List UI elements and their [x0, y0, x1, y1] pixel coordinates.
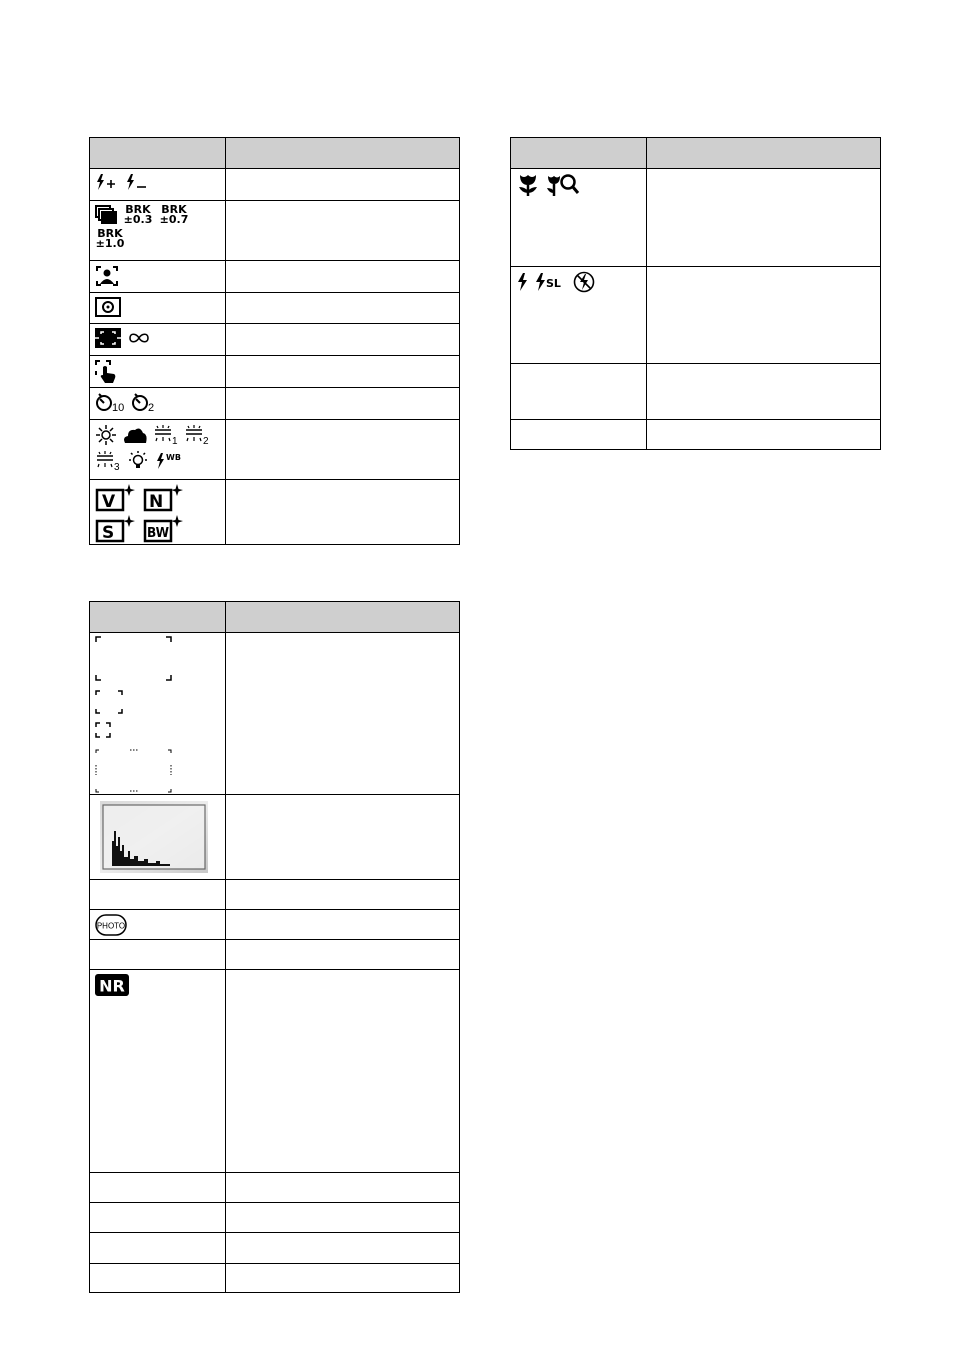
color-bw-icon: [143, 515, 183, 543]
wb-daylight-icon: [95, 424, 117, 446]
table-header-row: [511, 138, 881, 169]
table-header-row: [90, 138, 460, 169]
indicator-cell: [511, 364, 647, 420]
svg-text:SL: SL: [546, 277, 561, 290]
svg-text:2: 2: [148, 402, 155, 412]
table-header-row: [90, 602, 460, 633]
bracket-07-label: BRK ±0.7: [159, 203, 189, 226]
svg-text:1: 1: [172, 436, 178, 446]
burst-icon: [95, 205, 119, 225]
svg-text:N: N: [149, 492, 164, 512]
description-cell: [647, 267, 881, 364]
indicator-cell: [90, 420, 226, 480]
svg-text:V: V: [102, 492, 116, 512]
table-row: [90, 880, 460, 910]
header-meaning: [226, 138, 460, 169]
table-row: [90, 633, 460, 795]
table-row: [90, 261, 460, 293]
table-row: [90, 1264, 460, 1293]
indicator-cell: [90, 324, 226, 356]
table-row: [90, 940, 460, 970]
indicator-cell: [90, 169, 226, 201]
table-row: [511, 364, 881, 420]
svg-text:10: 10: [112, 402, 125, 412]
description-cell: [226, 795, 460, 880]
table-row: [90, 293, 460, 324]
bracket-03-label: BRK ±0.3: [123, 203, 153, 226]
indicator-cell: [90, 940, 226, 970]
flash-off-icon: [572, 271, 596, 293]
indicator-cell: [90, 910, 226, 940]
table-row: [90, 201, 460, 261]
table-row: [90, 795, 460, 880]
wb-cloudy-icon: [122, 425, 148, 445]
description-cell: [226, 1233, 460, 1264]
table-row: [90, 169, 460, 201]
svg-text:2: 2: [203, 436, 209, 446]
indicator-cell: [90, 880, 226, 910]
description-cell: [226, 480, 460, 545]
table-row: [90, 910, 460, 940]
touch-af-icon: [95, 360, 119, 384]
svg-text:BW: BW: [147, 526, 169, 541]
description-cell: [647, 364, 881, 420]
table-row: [90, 1203, 460, 1233]
table-row: [511, 169, 881, 267]
table-row: [90, 480, 460, 545]
description-cell: [226, 261, 460, 293]
description-cell: [226, 1203, 460, 1233]
description-cell: [226, 970, 460, 1173]
description-cell: [647, 169, 881, 267]
noise-reduction-icon: [95, 974, 129, 996]
flash-icon: [516, 272, 528, 292]
description-cell: [226, 1264, 460, 1293]
close-focus-icon: [546, 173, 580, 197]
bracket-icon: [123, 205, 189, 225]
description-cell: [226, 1173, 460, 1203]
description-cell: [226, 201, 460, 261]
indicator-table-right: [510, 137, 881, 450]
table-row: [511, 420, 881, 450]
description-cell: [647, 420, 881, 450]
indicator-cell: [90, 293, 226, 324]
header-indicator: [90, 602, 226, 633]
header-meaning: [647, 138, 881, 169]
indicator-cell: [90, 795, 226, 880]
table-row: [90, 420, 460, 480]
description-cell: [226, 880, 460, 910]
flash-minus-icon: [125, 173, 149, 191]
table-row: [90, 1233, 460, 1264]
metering-spot-icon: [95, 297, 121, 317]
description-cell: [226, 420, 460, 480]
indicator-cell: [90, 970, 226, 1173]
histogram-icon: [100, 801, 208, 873]
table-row: [90, 388, 460, 420]
description-cell: [226, 356, 460, 388]
self-timer-10-icon: [95, 392, 125, 412]
header-indicator: [90, 138, 226, 169]
indicator-table-left-bottom: [89, 601, 460, 1293]
photo-icon: [95, 914, 127, 936]
af-frame-icon: [90, 633, 224, 793]
header-indicator: [511, 138, 647, 169]
indicator-cell: [90, 633, 226, 795]
indicator-cell: [90, 480, 226, 545]
indicator-cell: [511, 420, 647, 450]
indicator-cell: [90, 261, 226, 293]
color-sepia-icon: [95, 515, 135, 543]
wb-fluorescent-1-icon: [153, 424, 179, 446]
flash-plus-icon: [95, 173, 119, 191]
indicator-table-left-top: [89, 137, 460, 545]
indicator-cell: [90, 1203, 226, 1233]
svg-text:S: S: [102, 523, 115, 543]
svg-text:NR: NR: [99, 976, 125, 996]
af-range-icon: [95, 328, 121, 348]
description-cell: [226, 910, 460, 940]
macro-icon: [516, 173, 540, 197]
table-row: [90, 324, 460, 356]
slow-sync-icon: [534, 272, 566, 292]
description-cell: [226, 940, 460, 970]
description-cell: [226, 324, 460, 356]
description-cell: [226, 169, 460, 201]
wb-fluorescent-3-icon: [95, 450, 121, 472]
wb-flash-icon: [155, 451, 183, 471]
indicator-cell: [90, 1173, 226, 1203]
header-meaning: [226, 602, 460, 633]
self-timer-2-icon: [131, 392, 157, 412]
description-cell: [226, 633, 460, 795]
indicator-cell: [511, 267, 647, 364]
indicator-cell: [90, 356, 226, 388]
indicator-cell: [90, 388, 226, 420]
bracket-10-label: BRK ±1.0: [95, 227, 125, 250]
face-detection-icon: [95, 265, 119, 287]
indicator-cell: [90, 1264, 226, 1293]
indicator-cell: [90, 1233, 226, 1264]
indicator-cell: [90, 201, 226, 261]
indicator-cell: [511, 169, 647, 267]
svg-text:WB: WB: [166, 453, 181, 462]
table-row: [90, 970, 460, 1173]
table-row: [90, 356, 460, 388]
svg-text:3: 3: [114, 462, 120, 472]
wb-fluorescent-2-icon: [184, 424, 210, 446]
description-cell: [226, 293, 460, 324]
color-vivid-icon: [95, 484, 135, 512]
table-row: [511, 267, 881, 364]
description-cell: [226, 388, 460, 420]
wb-incandescent-icon: [126, 450, 150, 472]
svg-text:PHOTO: PHOTO: [96, 921, 126, 931]
infinity-icon: [127, 330, 151, 346]
table-row: [90, 1173, 460, 1203]
color-natural-icon: [143, 484, 183, 512]
